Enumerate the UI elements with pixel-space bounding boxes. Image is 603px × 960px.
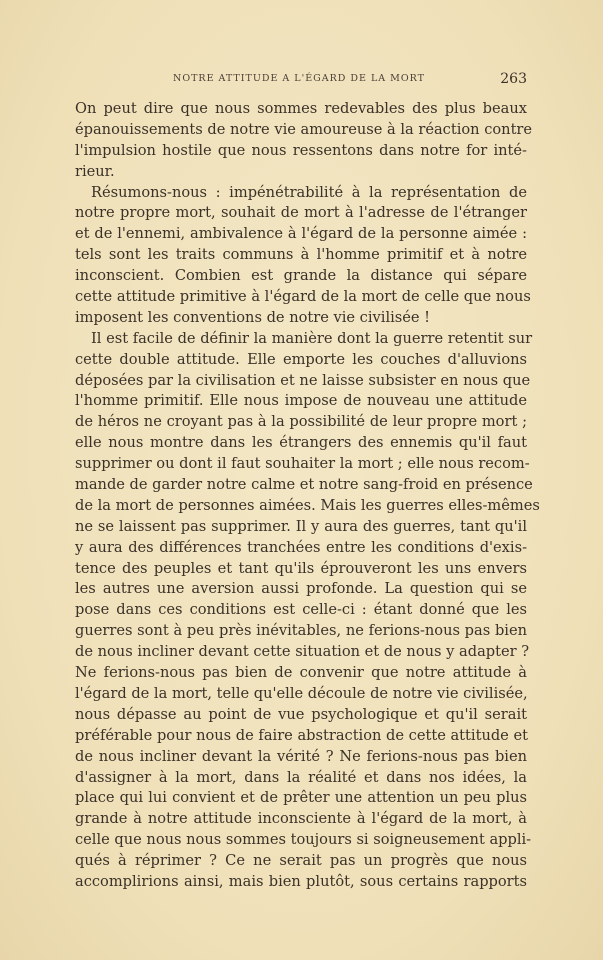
text-line: supprimer ou dont il faut souhaiter la mort ; elle nous recom- [75,455,530,473]
text-line: Ne ferions-nous pas bien de convenir que notre attitude à [75,664,527,682]
paragraph [75,329,540,893]
text-line: guerres sont à peu près inévitables, ne ferions-nous pas bien [75,622,527,640]
running-title: NOTRE ATTITUDE A L'ÉGARD DE LA MORT [173,73,425,84]
text-line: tels sont les traits communs à l'homme primitif et à notre [75,246,527,264]
text-line: de la mort de personnes aimées. Mais les guerres elles-mêmes [75,496,540,514]
text-line: accomplirions ainsi, mais bien plutôt, sous certains rapports [75,872,527,890]
text-line: pose dans ces conditions est celle-ci : étant donné que les [75,601,527,619]
text-line: l'impulsion hostile que nous ressentons dans notre for inté- [75,141,527,159]
text-line: On peut dire que nous sommes redevables des plus beaux [75,100,527,117]
text-line: elle nous montre dans les étrangers des ennemis qu'il faut [75,434,527,452]
paragraph [75,183,531,329]
text-line: y aura des différences tranchées entre les conditions d'exis- [75,538,527,556]
text-line: de nous incliner devant la vérité ? Ne ferions-nous pas bien [75,747,527,765]
text-line: place qui lui convient et de prêter une attention un peu plus [75,789,527,807]
text-line: nous dépasse au point de vue psychologique et qu'il serait [75,705,527,723]
text-line: qués à réprimer ? Ce ne serait pas un progrès que nous [75,852,527,870]
page-body [75,99,540,893]
text-line: préférable pour nous de faire abstraction de cette attitude et [75,726,528,744]
paragraph [75,99,533,183]
text-line: de héros ne croyant pas à la possibilité de leur propre mort ; [75,413,527,431]
text-line: de nous incliner devant cette situation et de nous y adapter ? [75,643,530,661]
text-line: Résumons-nous : impénétrabilité à la représentation de [91,183,527,201]
text-line: imposent les conventions de notre vie civilisée ! [75,308,431,326]
text-line: d'assigner à la mort, dans la réalité et dans nos idées, la [75,768,527,786]
text-line: grande à notre attitude inconsciente à l'égard de la mort, à [75,810,527,828]
text-line: tence des peuples et tant qu'ils éprouveront les uns envers [75,559,527,577]
text-line: inconscient. Combien est grande la distance qui sépare [75,267,527,285]
text-line: ne se laissent pas supprimer. Il y aura des guerres, tant qu'il [75,517,527,535]
text-line: cette double attitude. Elle emporte les couches d'alluvions [75,350,527,368]
text-line: notre propre mort, souhait de mort à l'adresse de l'étranger [75,204,527,222]
page-header [75,71,527,89]
text-line: l'égard de la mort, telle qu'elle découle de notre vie civilisée, [75,684,528,702]
page-number: 263 [500,71,527,87]
text-line: mande de garder notre calme et notre sang-froid en présence [75,476,533,494]
text-line: rieur. [75,162,115,180]
text-line: les autres une aversion aussi profonde. La question qui se [75,580,527,598]
text-line: et de l'ennemi, ambivalence à l'égard de la personne aimée : [75,225,527,243]
text-line: déposées par la civilisation et ne laisse subsister en nous que [75,371,531,389]
text-line: cette attitude primitive à l'égard de la mort de celle que nous [75,288,531,306]
text-line: épanouissements de notre vie amoureuse à la réaction contre [75,120,533,138]
text-line: celle que nous nous sommes toujours si soigneusement appli- [75,831,532,849]
text-line: l'homme primitif. Elle nous impose de nouveau une attitude [75,392,527,410]
text-line: Il est facile de définir la manière dont la guerre retentit sur [91,329,533,347]
